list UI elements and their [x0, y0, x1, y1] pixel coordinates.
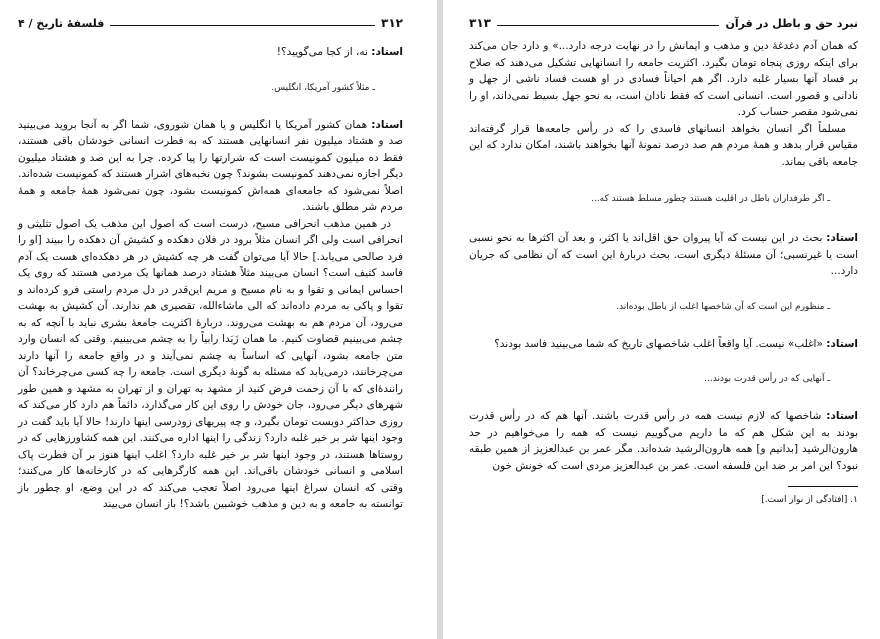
left-page-body [18, 44, 403, 513]
left-page [0, 0, 437, 639]
right-page-header [469, 14, 858, 30]
paragraph [469, 336, 858, 353]
interjection: ـ مثلاً کشور آمریکا، انگلیس. [271, 82, 375, 93]
speaker-label: استاد: [826, 232, 858, 244]
interjection: ـ آنهایی که در رأس قدرت بودند... [704, 374, 830, 384]
footnote-rule [788, 486, 858, 487]
paragraph [469, 408, 858, 474]
paragraph [18, 44, 403, 61]
header-rule [497, 25, 719, 26]
header-rule [110, 25, 375, 26]
interjection: ـ اگر طرفداران باطل در اقلیت هستند چطور مسلط هستند که... [591, 194, 830, 204]
speaker-label: استاد: [371, 118, 404, 131]
paragraph-text: بحث در این نیست که آیا پیروان حق اقل‌اند یا اکثر، و بعد آن اکثرها به نحو نسبی است یا غیرنسبی؛ آن مسئلهٔ دیگری است. بحث دربارهٔ این است که آن نظامی که جریان دارد... [469, 232, 858, 277]
right-page-body [469, 38, 858, 507]
paragraph-text: در همین مذهب انحرافی مسیح، درست است که اصول این مذهب یک اصول تثلیثی و انحرافی است ولی اگر انسان مثلاً برود در فلان دهکده و کشیش آن دهکده را ببیند [او را فرد صالحی می‌یابد.] حالا آیا می‌توان گفت هر چه کشیش در هر دهکده‌ای هست یک آدم فاسد کثیف است؟ انسان می‌بیند مثلاً هشتاد درصد همانها یک مردمی هستند که روی یک احساس ایمانی و تقوا و به نام مسیح و مریم این‌قدر در دل مردم راستی فرو کرده‌اند و تقوا و پاکی به مردم داده‌اند که الی ماشاءالله، تقصیری هم ندارند. آن کشیش به بهشت می‌رود، آن مردم هم به بهشت می‌روند. دربارهٔ اکثریت جامعهٔ بشری نباید با آنچه که به چشم می‌بینیم قضاوت کنیم. ما همان زَبَدا رابیاً را به چشم می‌بینیم. وقتی که انسان وارد متن جامعه بشود، آنهایی که اساساً به چشم نمی‌آیند و در واقع جامعه را آنها دارند می‌چرخانند، درمی‌یابد که مسئله به گونهٔ دیگری است. جامعه را چه کسی می‌چرخاند؟ آن رانندهٔ‌ای که با آن زحمت فرض کنید از مشهد به تهران و از تهران به مشهد و همین طور شهرهای دیگر می‌رود، جان خودش را روی این کار می‌گذارد، دائماً هم دارد کار می‌کند که روزی حداکثر دویست تومان بگیرد، و چه پیریهای زودرسی اینها دارند! حالا آیا باید گفت در وجود اینها شر بر خیر غلبه دارد؟ زندگی را اینها اداره می‌کنند. این همه کشاورزهایی که در روستاها هستند، در وجود اینها شر بر خیر غلبه دارد؟ اغلب اینها هنوز بر آن فطرت پاک اسلامی و انسانی خودشان باقی‌اند. این همه کارگرهایی که در کارخانه‌ها کار می‌کنند؛ وقتی که انسان سراغ اینها می‌رود اصلاً تعجب می‌کند که در این وضع، او چطور باز توانسته به جامعه و به دین و مذهب خوشبین باشد؟! باز انسان می‌بیند [18, 217, 403, 510]
paragraph: که همان آدم دغدغهٔ دین و مذهب و ایمانش را در نهایت درجه دارد...» و دارد جان می‌کند برای اینکه روزی پنجاه تومان بگیرد. اکثریت جامعه را انسانهایی تشکیل می‌دهند که صلاح بر فساد آنها بسیار غلبه دارد. اگر هم احیاناً فسادی در او هست فساد ناشی از جهل و نادانی و قصور است. انسانی است که فقط نادان است، به نحو جهل بسیط نمی‌داند، او را نمی‌شود مقصر حساب کرد. [469, 40, 858, 118]
speaker-label: استاد: [826, 337, 858, 350]
footnote: ۱. [افتادگی از نوار است.] [761, 495, 858, 505]
paragraph [18, 117, 403, 216]
page-number: ۳۱۲ [381, 16, 403, 30]
left-page-header [18, 14, 403, 30]
paragraph-text: شاخصها که لازم نیست همه در رأس قدرت باشند. آنها هم که در رأس قدرت بودند به این شکل هم که ما داریم می‌گوییم نیست که همه را می‌خواهیم در حد هارون‌الرشید [بدانیم و] همه هارون‌الرشید شده‌اند. مگر عمر بن عبدالعزیز از همین طبقه نبود؟ این امر بر ضد این فلسفه است. عمر بن عبدالعزیز مردی است که خونش خون [469, 410, 858, 472]
paragraph-text: همان کشور آمریکا یا انگلیس و یا همان شوروی، شما اگر به آنجا بروید می‌بینید صد و هشتاد میلیون نفر انسانهایی هستند که به فطرت انسانی خودشان باقی هستند، فقط ده میلیون کمونیست است که شرارتها را پیا کرده. چرا به این صد و هشتاد میلیون دیگر اجازه نمی‌دهند کمونیست بشوند؟ چون نخبه‌های اشرار هستند که کمونیست شده‌اند. اصلاً نمی‌شود که جامعه‌ای همه‌اش کمونیست بشود، چون نمی‌شود همهٔ جامعه و همهٔ مردم شر مطلق باشند. [18, 118, 403, 213]
running-title: نبرد حق و باطل در قرآن [725, 17, 858, 30]
speaker-label: استاد: [371, 46, 403, 58]
paragraph [469, 230, 858, 280]
paragraph [18, 216, 403, 513]
right-page [443, 0, 880, 639]
page-number: ۳۱۳ [469, 16, 491, 30]
paragraph-text: نه، از کجا می‌گویید؟! [276, 46, 368, 58]
paragraph: مسلماً اگر انسان بخواهد انسانهای فاسدی را که در رأس جامعه‌ها قرار گرفته‌اند مقیاس قرار بدهد و همهٔ مردم هم صد درصد نمونهٔ آنها بخواهند باشند، امکان ندارد که این جامعه باقی بماند. [469, 122, 858, 168]
running-title: فلسفهٔ تاریخ / ۴ [18, 17, 105, 30]
speaker-label: استاد: [826, 410, 858, 422]
paragraph-text: «اغلب» نیست. آیا واقعاً اغلب شاخصهای تاریخ که شما می‌بینید فاسد بودند؟ [494, 337, 823, 350]
interjection: ـ منظورم این است که آن شاخصها اغلب از باطل بوده‌اند. [616, 301, 830, 312]
